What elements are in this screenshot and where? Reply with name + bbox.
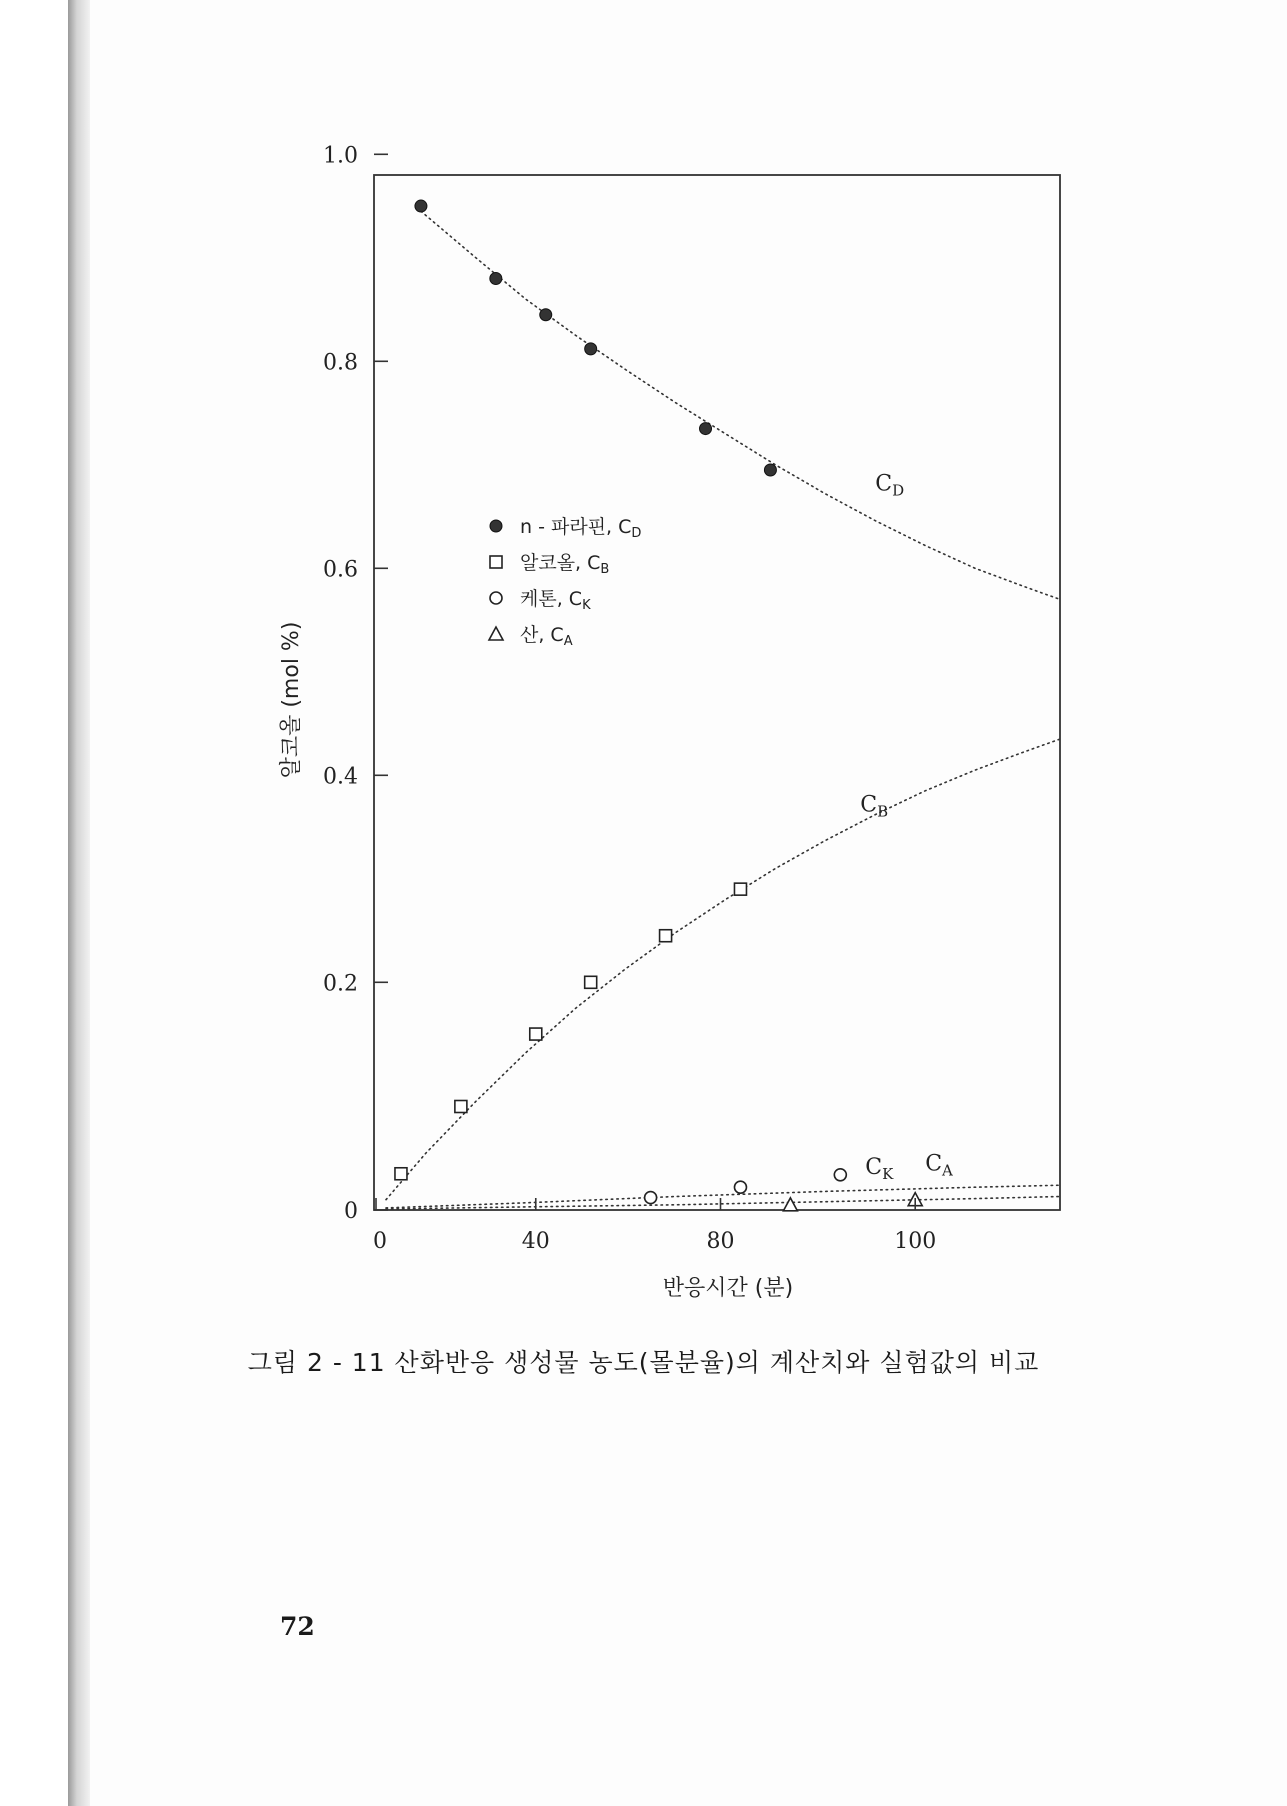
data-point-CB — [455, 1101, 467, 1113]
data-point-CK — [645, 1192, 657, 1204]
x-axis-title: 반응시간 (분) — [662, 1276, 794, 1301]
legend-label-CB: 알코올, $C_B$ — [520, 552, 610, 577]
figure-caption: 그림 2 - 11 산화반응 생성물 농도(몰분율)의 계산치와 실험값의 비교 — [247, 1348, 1040, 1377]
data-point-CB — [530, 1028, 542, 1040]
y-axis-title: 알코올 (mol %) — [279, 621, 304, 779]
data-point-CB — [734, 883, 746, 895]
data-point-CA — [783, 1198, 797, 1211]
data-point-CB — [585, 976, 597, 988]
data-point-CD — [585, 343, 597, 355]
y-tick-label: 1.0 — [323, 143, 358, 169]
fit-curve-CA — [386, 1197, 1060, 1210]
curve-label-CK: $C_K$ — [865, 1154, 894, 1183]
data-point-CK — [734, 1181, 746, 1193]
legend — [489, 516, 641, 649]
y-tick-label: 0.6 — [323, 557, 358, 583]
legend-marker-CD — [490, 520, 502, 532]
legend-label-CD: n - 파라핀, $C_D$ — [520, 516, 642, 541]
y-tick-label: 0.8 — [323, 350, 358, 376]
data-points — [395, 200, 922, 1211]
data-point-CB — [660, 930, 672, 942]
curve-label-CB: $C_B$ — [860, 792, 889, 821]
x-tick-label: 80 — [706, 1229, 735, 1254]
data-point-CB — [395, 1168, 407, 1180]
legend-label-CA: 산, $C_A$ — [520, 624, 573, 649]
curve-label-CA: $C_A$ — [925, 1151, 953, 1180]
data-point-CK — [834, 1169, 846, 1181]
fit-curves — [386, 211, 1060, 1209]
axis-ticks — [323, 143, 936, 1254]
x-tick-label: 100 — [894, 1229, 937, 1254]
y-tick-label: 0 — [344, 1199, 358, 1224]
data-point-CD — [490, 273, 502, 285]
legend-marker-CB — [490, 556, 502, 568]
data-point-CD — [540, 309, 552, 321]
plot-frame — [374, 175, 1060, 1210]
data-point-CD — [764, 464, 776, 476]
data-point-CD — [700, 423, 712, 435]
curve-label-CD: $C_D$ — [875, 471, 905, 500]
x-tick-label: 0 — [373, 1229, 387, 1254]
legend-marker-CK — [490, 592, 502, 604]
curve-labels — [860, 472, 953, 1183]
data-point-CD — [415, 200, 427, 212]
y-tick-label: 0.4 — [323, 764, 358, 790]
fit-curve-CB — [386, 739, 1060, 1200]
legend-label-CK: 케톤, $C_K$ — [520, 588, 591, 613]
fit-curve-CD — [421, 211, 1060, 599]
legend-marker-CA — [489, 627, 503, 640]
page-number: 72 — [280, 1612, 315, 1641]
x-tick-label: 40 — [521, 1229, 550, 1254]
y-tick-label: 0.2 — [323, 971, 358, 997]
